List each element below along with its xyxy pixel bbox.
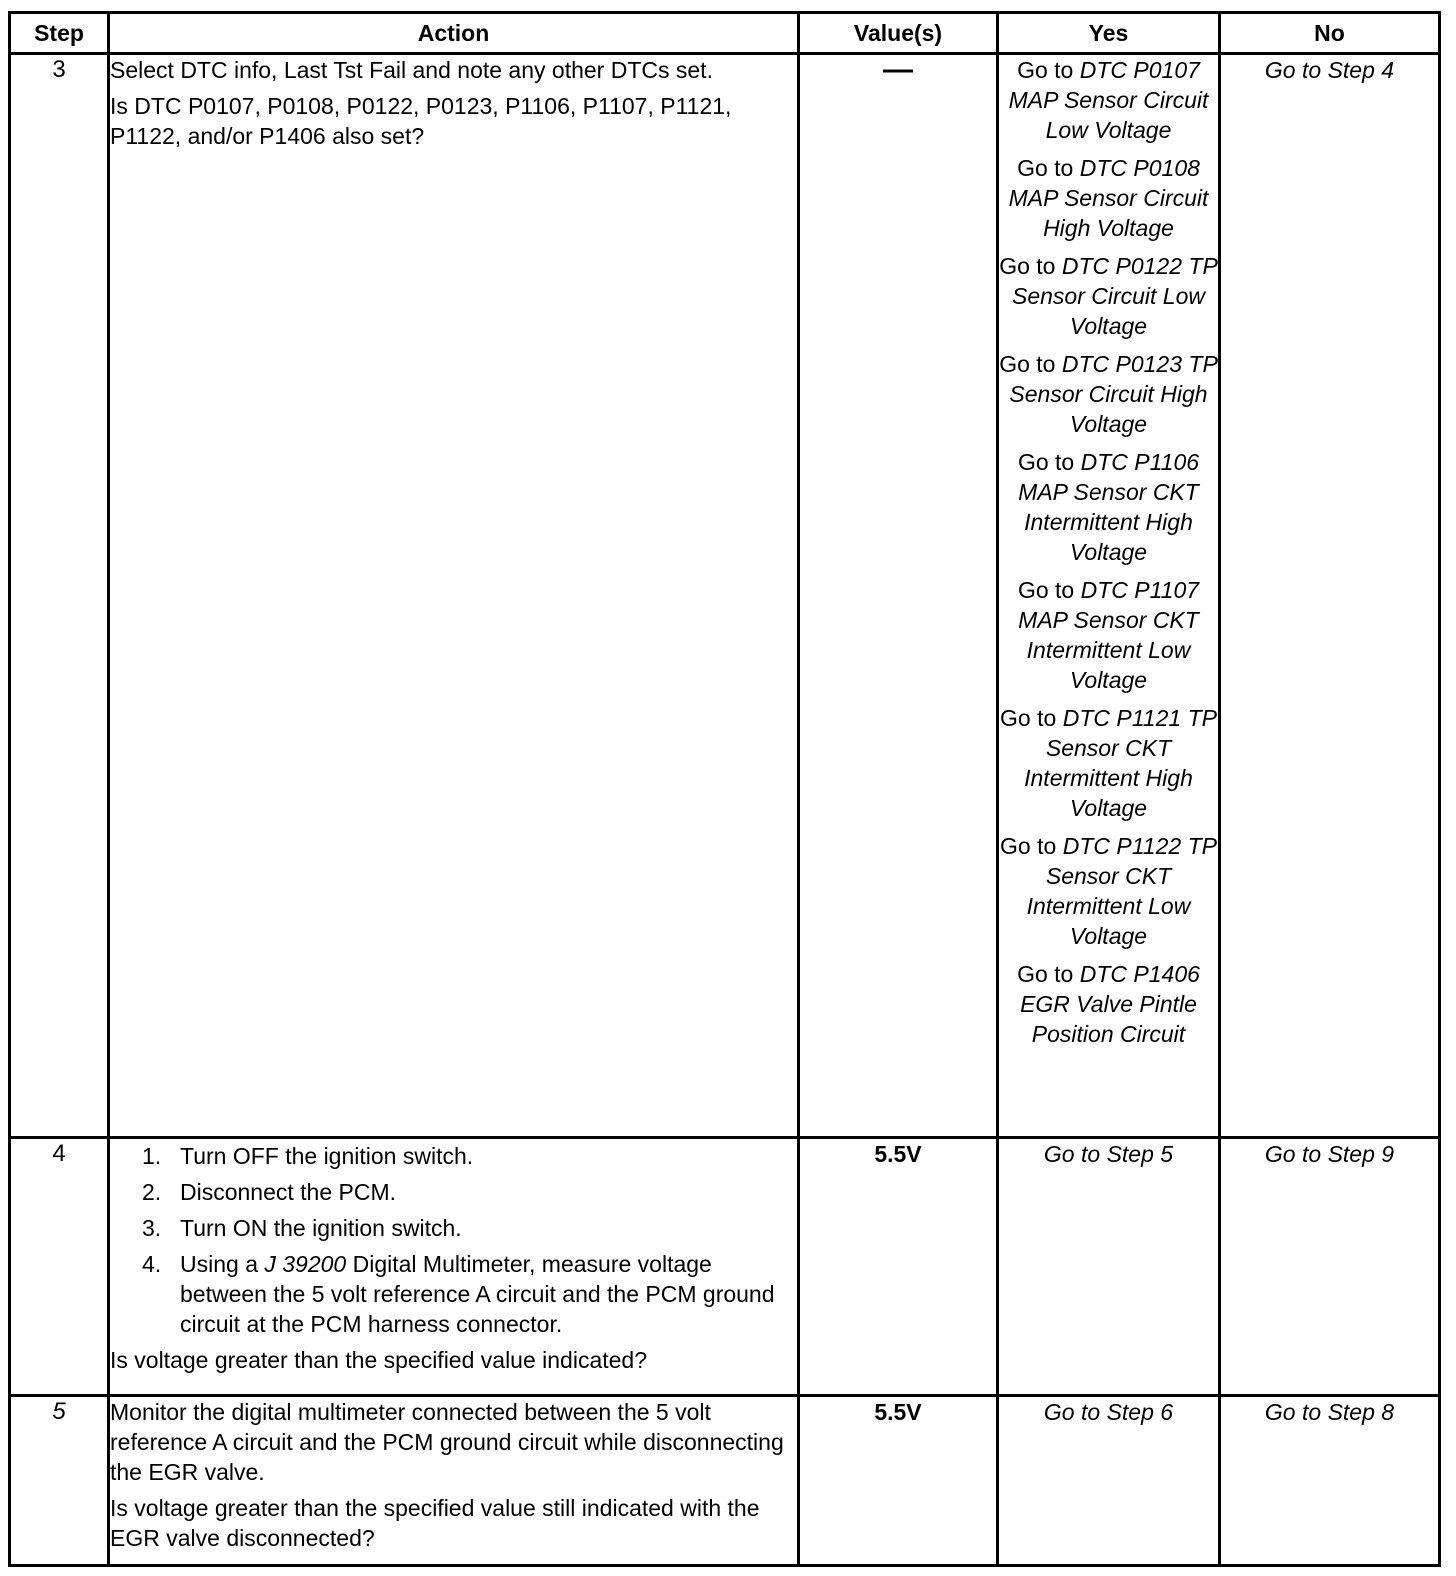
value-cell: 5.5V	[799, 1138, 998, 1396]
action-question: Is voltage greater than the specified value still indicated with the EGR valve disconnected?	[110, 1495, 760, 1551]
goto-prefix: Go to	[1017, 577, 1081, 603]
action-cell	[109, 1396, 799, 1566]
substep-pre: Using a	[180, 1251, 265, 1277]
table-row-step-4	[10, 1138, 1440, 1396]
goto-desc: MAP Sensor CKT Intermittent High Voltage	[1018, 479, 1199, 565]
goto-desc: EGR Valve Pintle Position Circuit	[1020, 991, 1197, 1047]
goto-code: DTC P0107	[1079, 57, 1200, 83]
diagnostic-table	[8, 11, 1441, 1567]
substep-number: 1.	[142, 1143, 162, 1169]
goto-prefix: Go to	[999, 253, 1062, 279]
goto-prefix: Go to	[1017, 449, 1081, 475]
list-item	[142, 1249, 797, 1339]
step-number: 4	[10, 1138, 109, 1396]
action-cell	[109, 54, 799, 1138]
header-step: Step	[10, 13, 109, 54]
substep-number: 4.	[142, 1251, 162, 1277]
goto-step-8-link[interactable]: Go to Step 8	[1220, 1396, 1440, 1566]
goto-link-dtc-p1121[interactable]	[999, 703, 1218, 823]
action-question: Is voltage greater than the specified value indicated?	[110, 1347, 648, 1373]
goto-prefix: Go to	[1017, 155, 1080, 181]
goto-link-dtc-p1122[interactable]	[999, 831, 1218, 951]
goto-desc: TP Sensor Circuit Low Voltage	[1011, 253, 1218, 339]
list-item	[142, 1141, 797, 1171]
table-row-step-5	[10, 1396, 1440, 1566]
header-row	[10, 13, 1440, 54]
header-action: Action	[109, 13, 799, 54]
goto-prefix: Go to	[1000, 705, 1063, 731]
goto-code: DTC P0123	[1061, 351, 1183, 377]
substep-text: Turn ON the ignition switch.	[180, 1215, 462, 1241]
substep-text: Digital Multimeter, measure voltage between the 5 volt reference A circuit and the PCM ground circuit at the PCM harness connector.	[180, 1251, 775, 1337]
header-values: Value(s)	[799, 13, 998, 54]
goto-link-dtc-p1106[interactable]	[999, 447, 1218, 567]
goto-prefix: Go to	[999, 351, 1062, 377]
table-row-step-3	[10, 54, 1440, 1138]
substep-number: 2.	[142, 1179, 162, 1205]
goto-link-dtc-p1107[interactable]	[999, 575, 1218, 695]
goto-step-6-link[interactable]: Go to Step 6	[998, 1396, 1220, 1566]
action-text: Monitor the digital multimeter connected between the 5 volt reference A circuit and the PCM ground circuit while disconnecting the EGR valve.	[110, 1399, 784, 1485]
goto-desc: TP Sensor Circuit High Voltage	[1009, 351, 1218, 437]
goto-code: DTC P1121	[1062, 705, 1182, 731]
substep-list	[110, 1141, 797, 1339]
goto-desc: TP Sensor CKT Intermittent Low Voltage	[1026, 833, 1217, 949]
goto-desc: MAP Sensor Circuit High Voltage	[1008, 185, 1209, 241]
goto-step-9-link[interactable]: Go to Step 9	[1220, 1138, 1440, 1396]
goto-prefix: Go to	[1017, 961, 1080, 987]
goto-code: DTC P1106	[1080, 449, 1200, 475]
substep-text: Disconnect the PCM.	[180, 1179, 397, 1205]
list-item	[142, 1177, 797, 1207]
action-question: Is DTC P0107, P0108, P0122, P0123, P1106, P1107, P1121, P1122, and/or P1406 also set?	[110, 93, 732, 149]
goto-link-dtc-p0107[interactable]	[999, 55, 1218, 145]
list-item	[142, 1213, 797, 1243]
goto-desc: MAP Sensor CKT Intermittent Low Voltage	[1018, 607, 1199, 693]
goto-step-5-link[interactable]: Go to Step 5	[998, 1138, 1220, 1396]
value-cell: —	[799, 54, 998, 1138]
step-number: 5	[10, 1396, 109, 1566]
yes-cell	[998, 54, 1220, 1138]
goto-prefix: Go to	[1000, 833, 1063, 859]
goto-link-dtc-p0122[interactable]	[999, 251, 1218, 341]
goto-link-dtc-p0123[interactable]	[999, 349, 1218, 439]
value-cell: 5.5V	[799, 1396, 998, 1566]
header-no: No	[1220, 13, 1440, 54]
substep-text: Turn OFF the ignition switch.	[180, 1143, 474, 1169]
goto-desc: TP Sensor CKT Intermittent High Voltage	[1024, 705, 1217, 821]
tool-name: J 39200	[264, 1251, 347, 1277]
goto-code: DTC P1406	[1079, 961, 1200, 987]
goto-code: DTC P1107	[1080, 577, 1200, 603]
action-cell	[109, 1138, 799, 1396]
goto-code: DTC P0122	[1061, 253, 1183, 279]
goto-code: DTC P1122	[1062, 833, 1182, 859]
goto-link-dtc-p0108[interactable]	[999, 153, 1218, 243]
action-text: Select DTC info, Last Tst Fail and note any other DTCs set.	[110, 57, 713, 83]
step-number: 3	[10, 54, 109, 1138]
goto-prefix: Go to	[1017, 57, 1080, 83]
goto-link-dtc-p1406[interactable]	[999, 959, 1218, 1049]
goto-desc: MAP Sensor Circuit Low Voltage	[1008, 87, 1209, 143]
goto-step-4-link[interactable]: Go to Step 4	[1220, 54, 1440, 1138]
goto-code: DTC P0108	[1079, 155, 1200, 181]
header-yes: Yes	[998, 13, 1220, 54]
substep-number: 3.	[142, 1215, 162, 1241]
